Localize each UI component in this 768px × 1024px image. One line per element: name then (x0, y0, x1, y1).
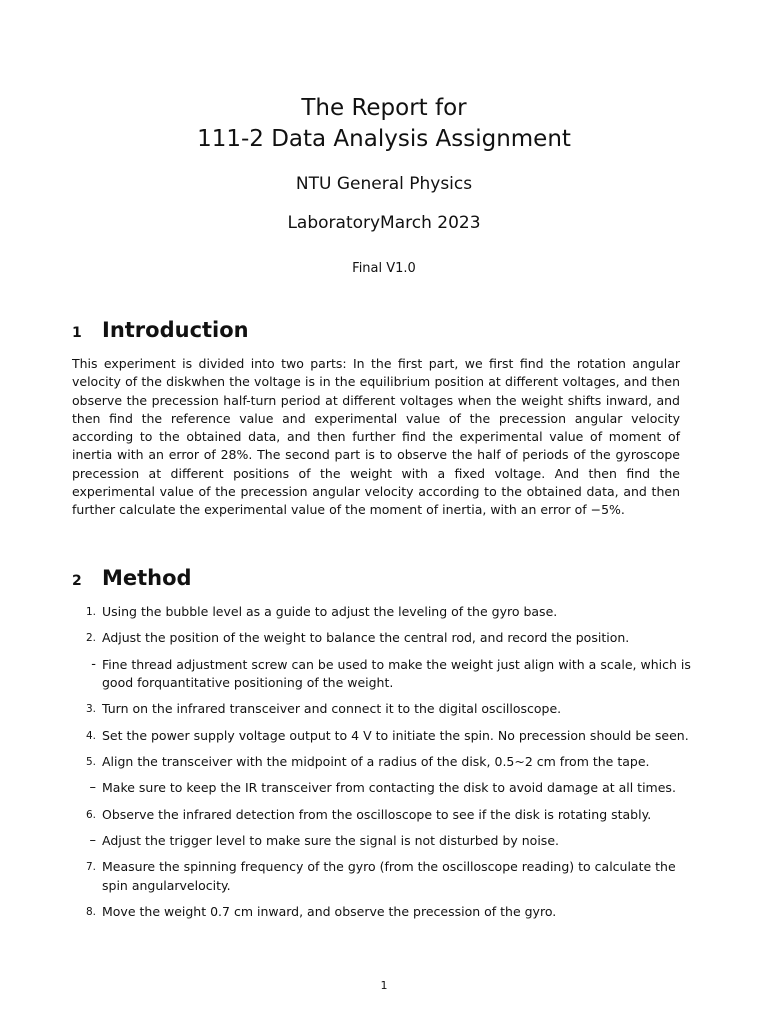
method-list (72, 603, 692, 929)
author: NTU General Physics (295, 174, 473, 194)
introduction-paragraph: This experiment is divided into two parts: In the first part, we first find the rotation angular velocity of the diskwhen the voltage is in the equilibrium position at different voltages, and then observe the precession half-turn period at different voltages when the weight shifts inward, and then find the reference value and experimental value of the precession angular velocity according to the obtained data, and then further find the experimental value of moment of inertia with an error of 28%. The second part is to observe the half of periods of the gyroscope precession at different positions of the weight with a fixed voltage. And then find the experimental value of the precession angular velocity according to the obtained data, and then further calculate the experimental value of the moment of inertia, with an error of −5%. (72, 356, 680, 518)
list-marker: 2. (85, 632, 96, 645)
list-marker: – (89, 832, 96, 848)
list-item-text: Set the power supply voltage output to 4 V to initiate the spin. No precession should be seen. (102, 727, 689, 743)
section-heading-method (72, 566, 192, 590)
list-item (72, 779, 692, 798)
list-marker: 3. (85, 703, 96, 716)
list-marker: 7. (85, 861, 96, 874)
section-title: Introduction (102, 318, 249, 342)
list-marker: 8. (85, 905, 96, 918)
list-marker: 5. (85, 755, 96, 768)
page-number: 1 (380, 979, 388, 992)
list-marker: – (89, 780, 96, 796)
section-title: Method (102, 566, 192, 590)
list-item-text: Observe the infrared detection from the oscilloscope to see if the disk is rotating stably. (102, 806, 652, 822)
list-item (72, 656, 692, 693)
report-subtitle: 111-2 Data Analysis Assignment (197, 126, 571, 152)
list-marker: 4. (85, 729, 96, 742)
list-item-text: Align the transceiver with the midpoint of a radius of the disk, 0.5~2 cm from the tape. (102, 753, 650, 769)
list-item-text: Move the weight 0.7 cm inward, and observe the precession of the gyro. (102, 903, 557, 919)
title-block (0, 93, 768, 277)
list-item (72, 603, 692, 622)
list-item-text: Fine thread adjustment screw can be used to make the weight just align with a scale, which is good forquantitative positioning of the weight. (102, 656, 691, 691)
list-marker: 1. (85, 606, 96, 618)
list-item-text: Make sure to keep the IR transceiver from contacting the disk to avoid damage at all times. (102, 780, 676, 796)
section-number: 2 (72, 573, 82, 589)
date: LaboratoryMarch 2023 (287, 213, 481, 233)
list-marker: 6. (85, 808, 96, 821)
list-item (72, 903, 692, 922)
list-item-text: Using the bubble level as a guide to adjust the leveling of the gyro base. (102, 604, 558, 619)
list-item-text: Adjust the position of the weight to balance the central rod, and record the position. (102, 630, 630, 646)
list-item-text: Measure the spinning frequency of the gyro (from the oscilloscope reading) to calculate the spin angularvelocity. (102, 859, 676, 893)
list-item (72, 753, 692, 772)
version: Final V1.0 (352, 261, 416, 276)
list-item (72, 727, 692, 746)
list-item (72, 858, 692, 895)
list-item-text: Turn on the infrared transceiver and connect it to the digital oscilloscope. (102, 701, 562, 717)
section-number: 1 (72, 325, 82, 341)
list-marker: - (91, 656, 96, 672)
list-item (72, 832, 692, 851)
report-title: The Report for (301, 95, 467, 121)
list-item (72, 700, 692, 719)
list-item (72, 806, 692, 825)
list-item (72, 629, 692, 648)
list-item-text: Adjust the trigger level to make sure the signal is not disturbed by noise. (102, 832, 559, 848)
section-heading-introduction (72, 318, 249, 342)
